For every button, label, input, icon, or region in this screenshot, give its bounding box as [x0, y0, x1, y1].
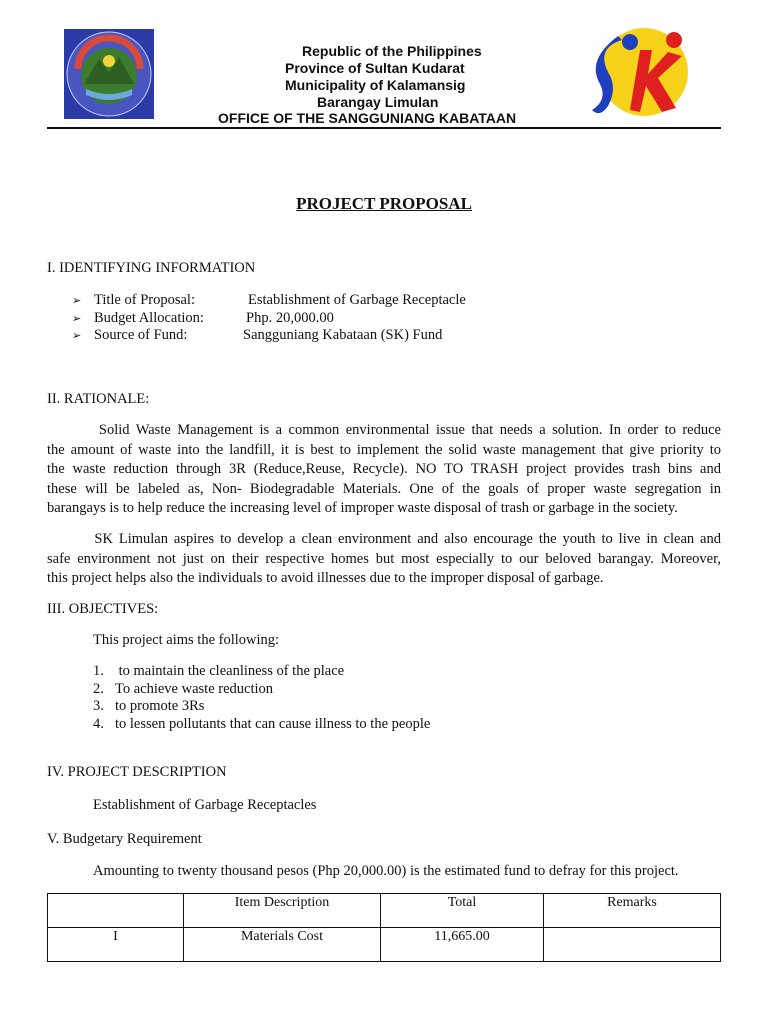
- rationale-paragraph-2: [47, 530, 721, 589]
- rationale-paragraph-1: [47, 421, 721, 519]
- item-value: Sangguniang Kabataan (SK) Fund: [243, 327, 443, 343]
- sk-logo: [578, 20, 698, 126]
- identifying-info-list: [72, 292, 722, 345]
- list-item: [72, 310, 722, 328]
- list-item: 4. to lessen pollutants that can cause illness to the people: [93, 715, 431, 732]
- table-header-row: [48, 894, 721, 928]
- table-row: [48, 928, 721, 962]
- table-cell: 11,665.00: [381, 928, 544, 962]
- header-republic: Republic of the Philippines: [302, 43, 482, 59]
- header-office: OFFICE OF THE SANGGUNIANG KABATAAN: [218, 110, 517, 126]
- paragraph-line: the amount of waste into the landfill, it is best to implement the solid waste management that give priority to: [47, 441, 721, 458]
- table-header-cell: [48, 894, 184, 928]
- arrow-bullet-icon: ➢: [72, 312, 82, 325]
- paragraph-line: barangays is to help reduce the increasing level of improper waste disposal of trash or garbage in the society.: [47, 500, 678, 516]
- table-header-cell: Total: [381, 894, 544, 928]
- item-label: Source of Fund:: [94, 327, 188, 343]
- table-cell: I: [48, 928, 184, 962]
- item-label: Budget Allocation:: [94, 309, 204, 326]
- paragraph-line: Solid Waste Management is a common environmental issue that needs a solution. In order to reduce: [47, 422, 721, 438]
- table-header-cell: Remarks: [544, 894, 721, 928]
- paragraph-line: this project helps also the individuals to avoid illnesses due to the improper disposal of garbage.: [47, 570, 604, 586]
- paragraph-line: SK Limulan aspires to develop a clean environment and also encourage the youth to live in clean and: [47, 531, 721, 547]
- item-value: Establishment of Garbage Receptacle: [248, 292, 466, 308]
- objectives-intro: This project aims the following:: [93, 632, 280, 648]
- table-header-cell: Item Description: [184, 894, 381, 928]
- item-label: Title of Proposal:: [94, 292, 195, 308]
- header-divider: [47, 127, 721, 129]
- section-description-heading: IV. PROJECT DESCRIPTION: [47, 764, 227, 780]
- list-item: 3. to promote 3Rs: [93, 698, 205, 714]
- arrow-bullet-icon: ➢: [72, 330, 82, 342]
- arrow-bullet-icon: ➢: [72, 295, 82, 307]
- document-title: PROJECT PROPOSAL: [296, 194, 472, 213]
- budget-table: [47, 893, 721, 962]
- table-cell: [544, 928, 721, 962]
- list-item: 2. To achieve waste reduction: [93, 680, 274, 697]
- table-cell: Materials Cost: [184, 928, 381, 962]
- barangay-seal-logo: [64, 29, 154, 119]
- budget-text: Amounting to twenty thousand pesos (Php 20,000.00) is the estimated fund to defray for this project.: [93, 863, 679, 879]
- project-description-text: Establishment of Garbage Receptacles: [93, 797, 317, 813]
- header-province: Province of Sultan Kudarat: [285, 60, 465, 76]
- paragraph-line: safe environment not just on their respective homes but most especially to our beloved barangay. Moreover,: [47, 550, 721, 567]
- section-identifying-heading: I. IDENTIFYING INFORMATION: [47, 260, 256, 276]
- section-rationale-heading: II. RATIONALE:: [47, 391, 150, 407]
- paragraph-line: these will be labeled as, Non- Biodegradable Materials. One of the goals of proper waste segregation in: [47, 480, 721, 497]
- header-municipality: Municipality of Kalamansig: [285, 77, 466, 93]
- section-objectives-heading: III. OBJECTIVES:: [47, 601, 159, 617]
- list-item: 1. to maintain the cleanliness of the place: [93, 663, 345, 679]
- section-budget-heading: V. Budgetary Requirement: [47, 831, 202, 847]
- list-item: [72, 327, 722, 345]
- header-barangay: Barangay Limulan: [317, 94, 439, 110]
- paragraph-line: the waste reduction through 3R (Reduce,Reuse, Recycle). NO TO TRASH project provides trash bins and: [47, 461, 721, 477]
- list-item: [72, 292, 722, 310]
- objectives-list: [93, 663, 713, 733]
- item-value: Php. 20,000.00: [246, 309, 334, 326]
